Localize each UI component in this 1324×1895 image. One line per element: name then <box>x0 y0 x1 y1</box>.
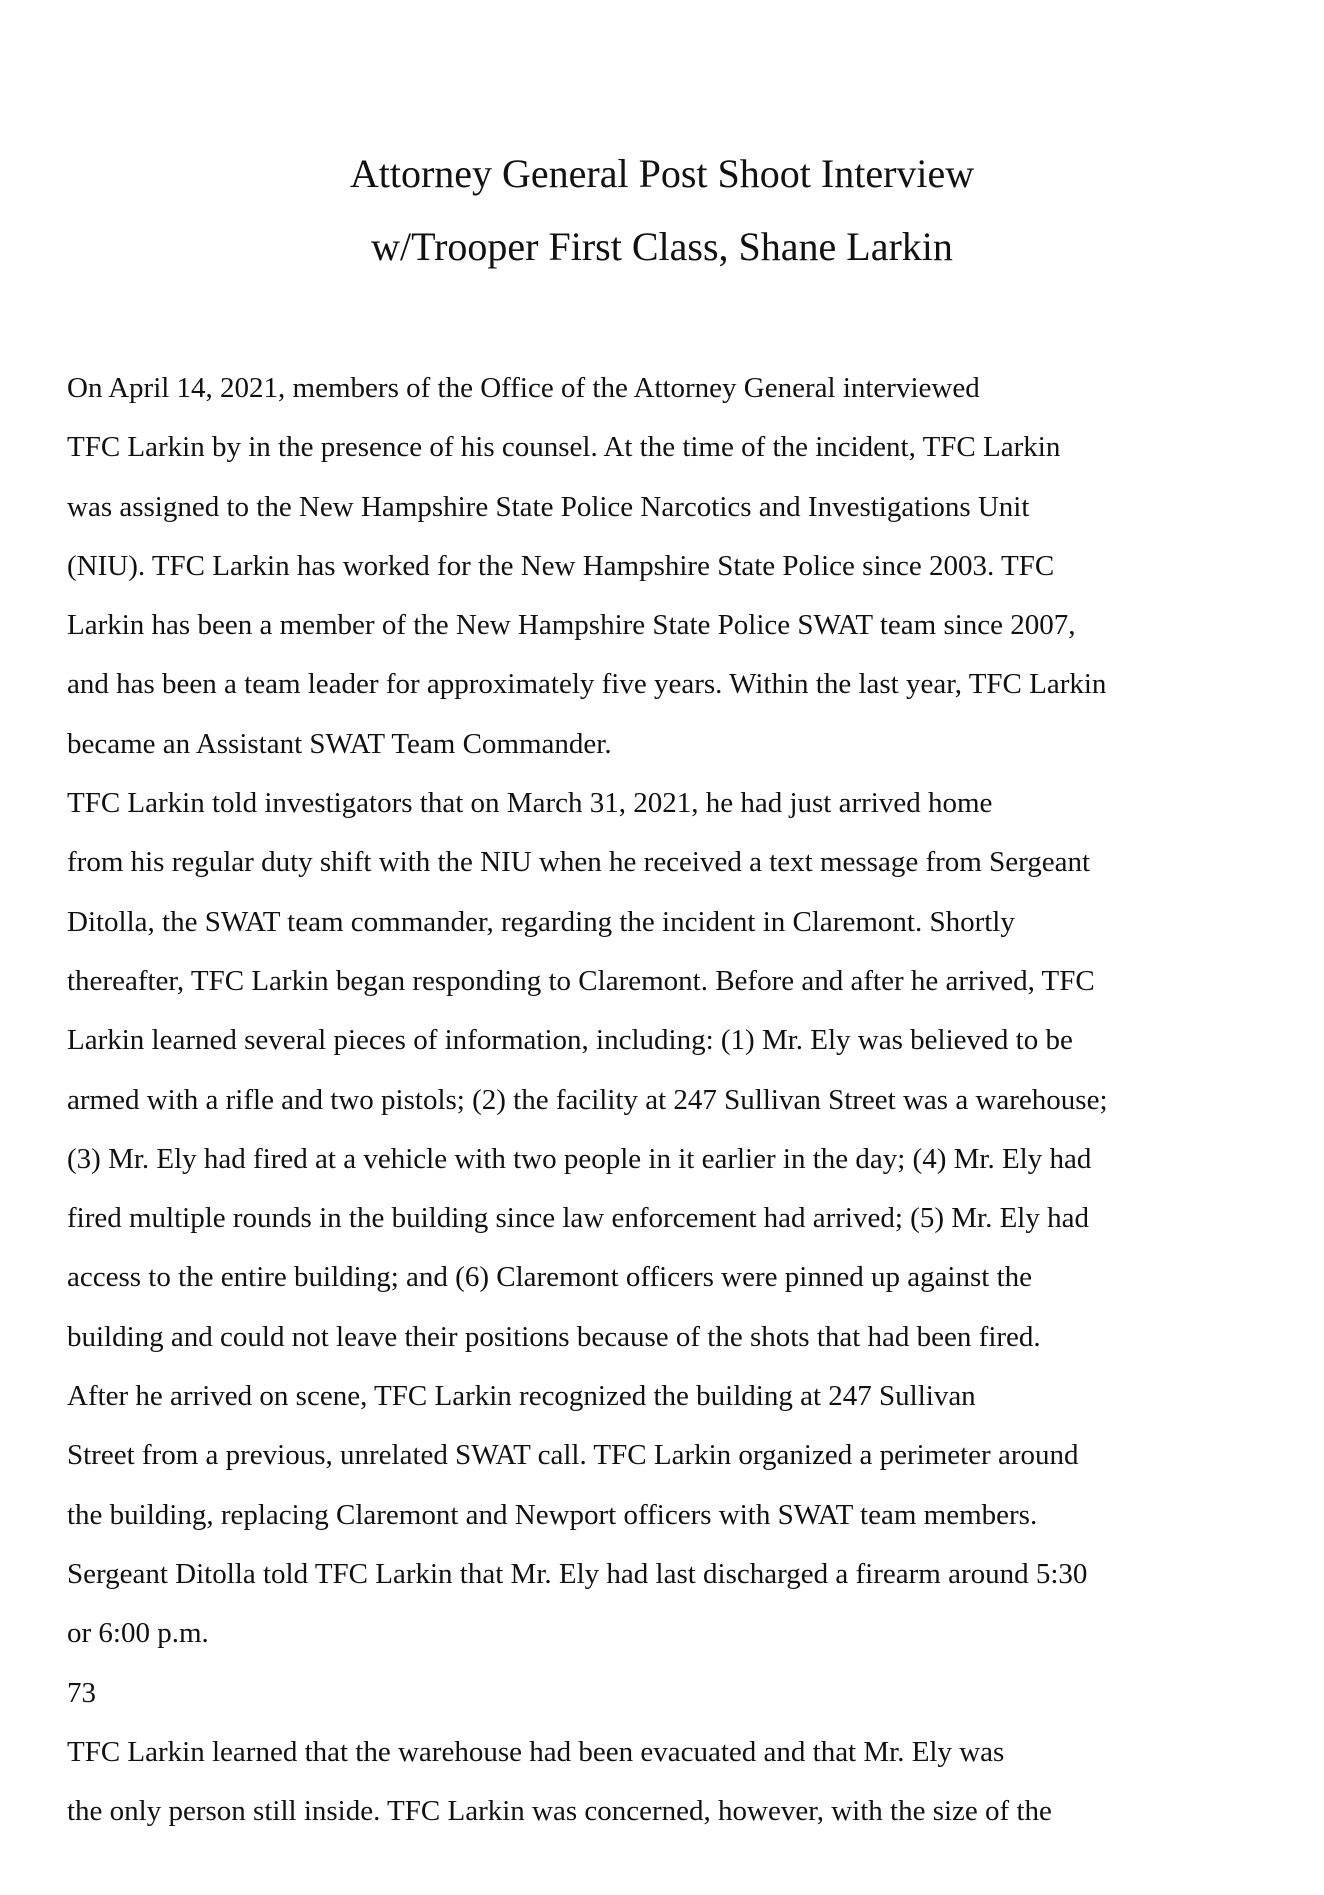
document-title-line-1: Attorney General Post Shoot Interview <box>349 151 975 196</box>
body-line: (NIU). TFC Larkin has worked for the New Hampshire State Police since 2003. TFC <box>67 549 1055 582</box>
body-line: the building, replacing Claremont and Newport officers with SWAT team members. <box>67 1498 1038 1531</box>
body-line: (3) Mr. Ely had fired at a vehicle with two people in it earlier in the day; (4) Mr. Ely had <box>67 1142 1092 1175</box>
body-line: the only person still inside. TFC Larkin was concerned, however, with the size of the <box>67 1795 1052 1828</box>
body-line: TFC Larkin by in the presence of his counsel. At the time of the incident, TFC Larkin <box>67 431 1061 464</box>
page-number: 73 <box>67 1676 96 1709</box>
body-line: On April 14, 2021, members of the Office of the Attorney General interviewed <box>67 372 980 404</box>
body-line: building and could not leave their positions because of the shots that had been fired. <box>67 1320 1041 1353</box>
body-line: access to the entire building; and (6) Claremont officers were pinned up against the <box>67 1261 1033 1294</box>
body-line: Larkin learned several pieces of information, including: (1) Mr. Ely was believed to be <box>67 1024 1073 1057</box>
body-line: Ditolla, the SWAT team commander, regarding the incident in Claremont. Shortly <box>67 905 1015 938</box>
body-line: armed with a rifle and two pistols; (2) the facility at 247 Sullivan Street was a warehouse; <box>67 1083 1108 1116</box>
body-line: from his regular duty shift with the NIU when he received a text message from Sergeant <box>67 846 1091 879</box>
document-title-line-2: w/Trooper First Class, Shane Larkin <box>371 224 953 269</box>
document-body <box>67 367 1287 1849</box>
body-line: or 6:00 p.m. <box>67 1617 209 1650</box>
body-line: was assigned to the New Hampshire State Police Narcotics and Investigations Unit <box>67 490 1030 523</box>
body-line: fired multiple rounds in the building since law enforcement had arrived; (5) Mr. Ely had <box>67 1202 1089 1235</box>
body-line: thereafter, TFC Larkin began responding to Claremont. Before and after he arrived, TFC <box>67 964 1095 997</box>
body-line: Larkin has been a member of the New Hampshire State Police SWAT team since 2007, <box>67 609 1076 642</box>
body-line: After he arrived on scene, TFC Larkin recognized the building at 247 Sullivan <box>67 1380 976 1413</box>
body-line: TFC Larkin learned that the warehouse had been evacuated and that Mr. Ely was <box>67 1735 1005 1768</box>
body-line: TFC Larkin told investigators that on March 31, 2021, he had just arrived home <box>67 787 993 820</box>
body-line: and has been a team leader for approximately five years. Within the last year, TFC Larkin <box>67 668 1107 701</box>
body-line: Sergeant Ditolla told TFC Larkin that Mr. Ely had last discharged a firearm around 5:30 <box>67 1557 1088 1590</box>
body-line: became an Assistant SWAT Team Commander. <box>67 727 612 760</box>
body-line: Street from a previous, unrelated SWAT call. TFC Larkin organized a perimeter around <box>67 1439 1079 1472</box>
